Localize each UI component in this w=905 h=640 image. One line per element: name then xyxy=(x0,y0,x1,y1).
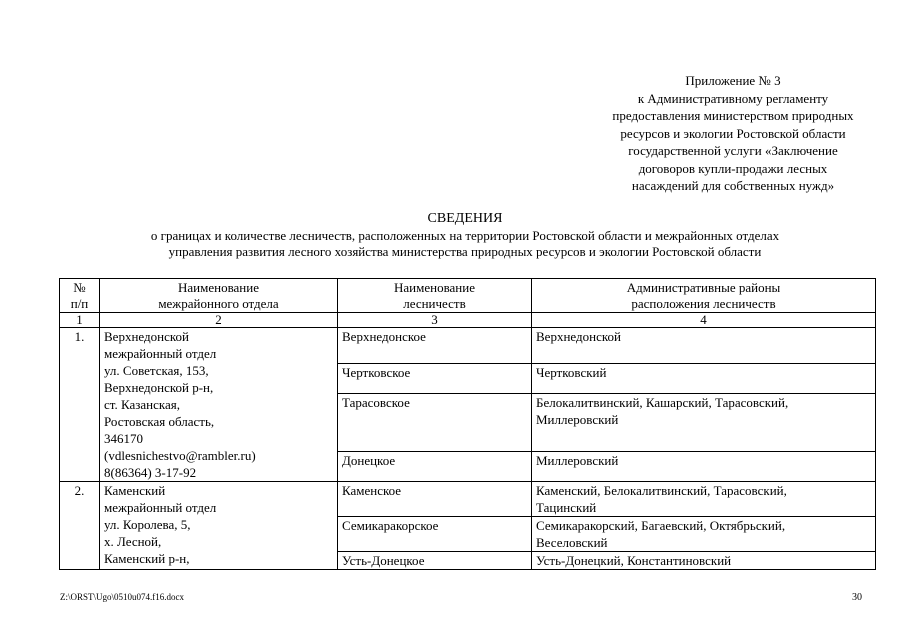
column-number: 2 xyxy=(100,313,338,328)
row-number: 2. xyxy=(60,482,100,570)
forestry-name: Донецкое xyxy=(338,452,532,482)
column-number-row xyxy=(60,313,876,328)
document-heading xyxy=(60,210,870,260)
header-districts: Административные районы расположения лесничеств xyxy=(532,279,876,313)
appendix-line: ресурсов и экологии Ростовской области xyxy=(620,125,846,141)
districts-cell: Каменский, Белокалитвинский, Тарасовский, Тацинский xyxy=(532,482,876,517)
document-title: СВЕДЕНИЯ xyxy=(427,211,503,226)
appendix-block xyxy=(588,72,878,195)
header-department: Наименование межрайонного отдела xyxy=(100,279,338,313)
forestry-name: Верхнедонское xyxy=(338,328,532,364)
row-number: 1. xyxy=(60,328,100,482)
forestry-name: Семикаракорское xyxy=(338,517,532,552)
department-cell: Каменский межрайонный отдел ул. Королева, 5, х. Лесной, Каменский р-н, xyxy=(100,482,338,570)
districts-cell: Семикаракорский, Багаевский, Октябрьский, Веселовский xyxy=(532,517,876,552)
districts-cell: Усть-Донецкий, Константиновский xyxy=(532,552,876,570)
forestry-table xyxy=(59,278,876,570)
districts-cell: Белокалитвинский, Кашарский, Тарасовский, Миллеровский xyxy=(532,393,876,451)
table-header-row xyxy=(60,279,876,313)
document-subtitle-line: о границах и количестве лесничеств, расположенных на территории Ростовской области и межрайонных отделах xyxy=(150,228,780,243)
appendix-line: государственной услуги «Заключение xyxy=(628,143,838,158)
footer-page-number: 30 xyxy=(852,592,862,603)
forestry-name: Усть-Донецкое xyxy=(338,552,532,570)
forestry-name: Чертковское xyxy=(338,364,532,394)
appendix-line: предоставления министерством природных xyxy=(612,108,854,123)
table-row xyxy=(60,328,876,364)
districts-cell: Миллеровский xyxy=(532,452,876,482)
districts-cell: Верхнедонской xyxy=(532,328,876,364)
forestry-name: Тарасовское xyxy=(338,393,532,451)
appendix-line: к Административному регламенту xyxy=(637,90,829,106)
footer-file-path: Z:\ORST\Ugo\0510u074.f16.docx xyxy=(60,592,184,602)
header-number: № п/п xyxy=(60,279,100,313)
column-number: 4 xyxy=(532,313,876,328)
column-number: 1 xyxy=(60,313,100,328)
appendix-line: Приложение № 3 xyxy=(685,73,781,88)
document-subtitle-line: управления развития лесного хозяйства министерства природных ресурсов и экологии Ростовской области xyxy=(168,244,762,259)
header-forestry: Наименование лесничеств xyxy=(338,279,532,313)
table-row xyxy=(60,482,876,517)
forestry-name: Каменское xyxy=(338,482,532,517)
appendix-line: насаждений для собственных нужд» xyxy=(631,178,835,193)
department-cell: Верхнедонской межрайонный отдел ул. Советская, 153, Верхнедонской р-н, ст. Казанская, Ростовская область, 346170 (vdlesnichestvo@rambler.ru) 8(86364) 3-17-92 xyxy=(100,328,338,482)
appendix-line: договоров купли-продажи лесных xyxy=(638,160,828,176)
column-number: 3 xyxy=(338,313,532,328)
districts-cell: Чертковский xyxy=(532,364,876,394)
